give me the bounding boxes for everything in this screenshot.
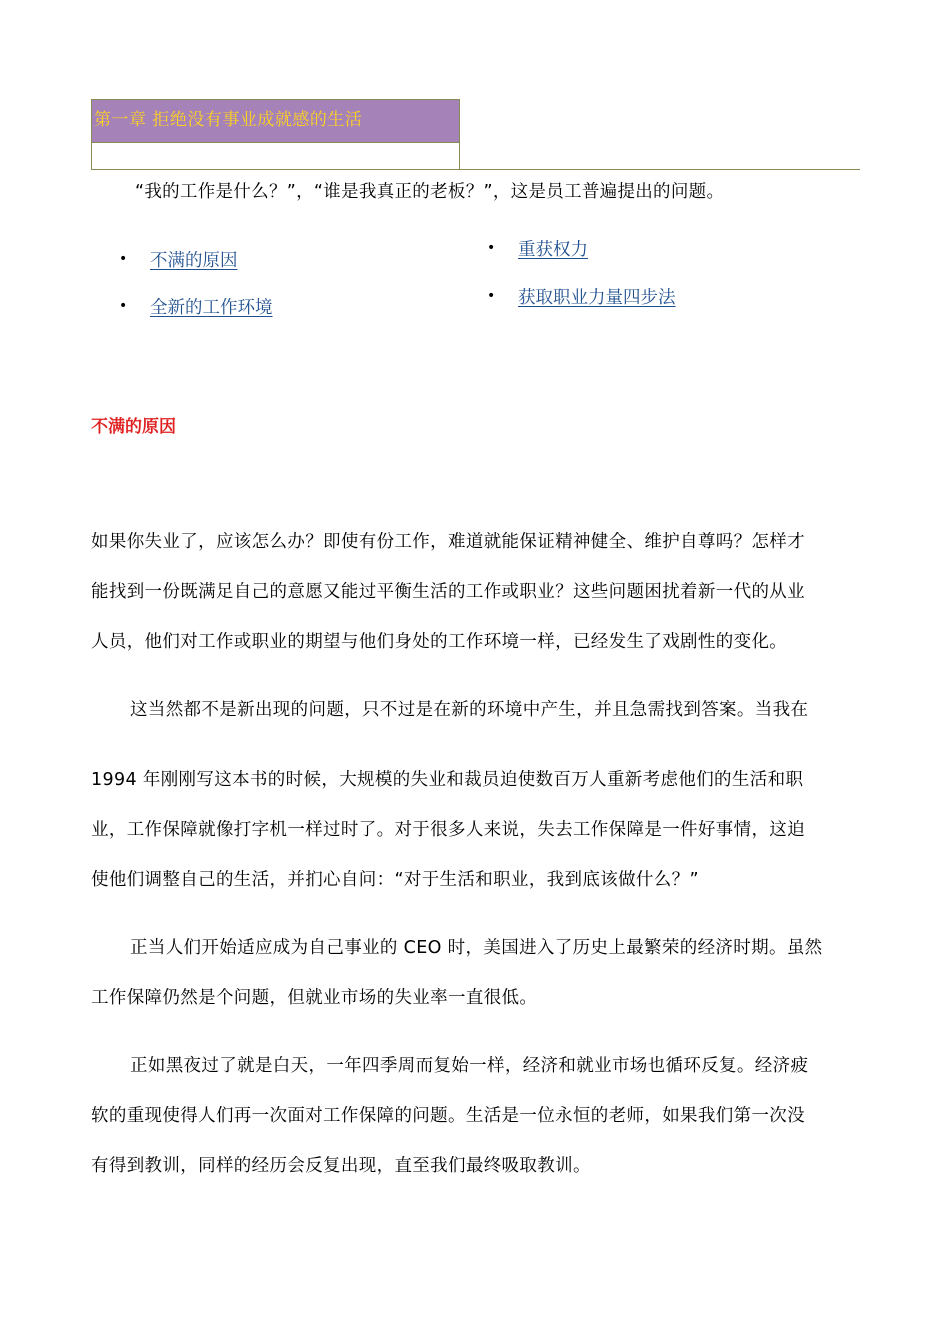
toc-item[interactable] <box>119 247 238 272</box>
intro-text: “我的工作是什么？”，“谁是我真正的老板？”，这是员工普遍提出的问题。 <box>135 182 725 202</box>
body-line: 正当人们开始适应成为自己事业的 CEO 时，美国进入了历史上最繁荣的经济时期。虽然 <box>130 938 823 958</box>
body-line: 业，工作保障就像打字机一样过时了。对于很多人来说，失去工作保障是一件好事情，这迫 <box>91 820 805 840</box>
body-line: 人员，他们对工作或职业的期望与他们身处的工作环境一样，已经发生了戏剧性的变化。 <box>91 632 788 652</box>
toc-link-four-steps[interactable]: 获取职业力量四步法 <box>518 288 676 308</box>
body-line: 工作保障仍然是个问题，但就业市场的失业率一直很低。 <box>91 988 538 1008</box>
bullet-icon: • <box>119 298 128 314</box>
toc-item[interactable] <box>119 294 273 319</box>
header-rule <box>91 169 860 170</box>
section-heading: 不满的原因 <box>91 417 176 437</box>
bullet-icon: • <box>487 288 496 304</box>
toc-link-new-work-environment[interactable]: 全新的工作环境 <box>150 298 273 318</box>
toc-item[interactable] <box>487 236 588 261</box>
body-line: 软的重现使得人们再一次面对工作保障的问题。生活是一位永恒的老师，如果我们第一次没 <box>91 1106 805 1126</box>
body-line: 能找到一份既满足自己的意愿又能过平衡生活的工作或职业？这些问题困扰着新一代的从业 <box>91 582 805 602</box>
toc-link-regain-power[interactable]: 重获权力 <box>518 240 588 260</box>
body-line: 如果你失业了，应该怎么办？即使有份工作，难道就能保证精神健全、维护自尊吗？怎样才 <box>91 532 805 552</box>
body-line: 正如黑夜过了就是白天，一年四季周而复始一样，经济和就业市场也循环反复。经济疲 <box>130 1056 809 1076</box>
toc-link-dissatisfaction-causes[interactable]: 不满的原因 <box>150 251 238 271</box>
body-line: 使他们调整自己的生活，并扪心自问：“对于生活和职业，我到底该做什么？” <box>91 870 699 890</box>
chapter-title: 第一章 拒绝没有事业成就感的生活 <box>94 110 363 130</box>
body-line: 1994 年刚刚写这本书的时候，大规模的失业和裁员迫使数百万人重新考虑他们的生活和职 <box>91 770 804 790</box>
body-line: 这当然都不是新出现的问题，只不过是在新的环境中产生，并且急需找到答案。当我在 <box>130 700 809 720</box>
bullet-icon: • <box>487 240 496 256</box>
toc-item[interactable] <box>487 284 676 309</box>
body-line: 有得到教训，同样的经历会反复出现，直至我们最终吸取教训。 <box>91 1156 591 1176</box>
chapter-header-box <box>91 99 460 169</box>
bullet-icon: • <box>119 251 128 267</box>
chapter-header-band <box>92 99 459 143</box>
